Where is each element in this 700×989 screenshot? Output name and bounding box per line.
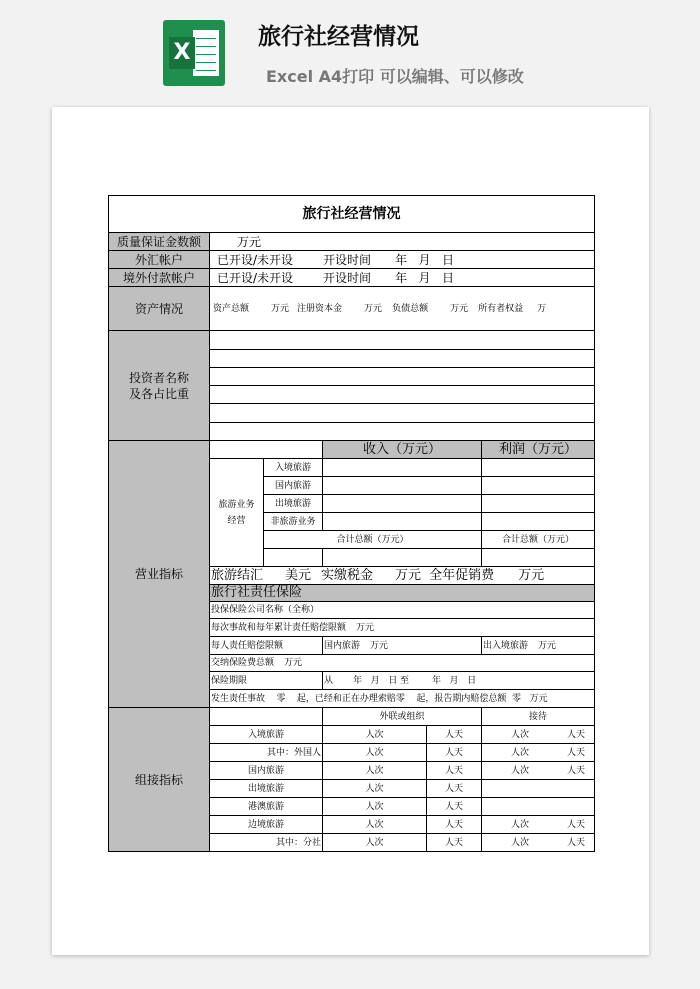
recv-times: 人次: [511, 729, 530, 740]
per-person-inout[interactable]: [482, 637, 595, 655]
recv-times: 人次: [511, 837, 530, 848]
overseas-account-label: 境外付款帐户: [109, 269, 210, 287]
limit-unit: 万元: [356, 622, 375, 633]
liabilities-label: 负债总额: [392, 303, 429, 314]
reception-row-label: 入境旅游: [210, 726, 323, 744]
org-days[interactable]: 人天: [427, 780, 482, 798]
per-person-inout-unit: 万元: [538, 640, 557, 651]
form-title: 旅行社经营情况: [109, 196, 595, 233]
total-income-value-2[interactable]: [323, 549, 482, 567]
reg-capital-unit: 万元: [364, 303, 383, 314]
recv-cell[interactable]: [482, 780, 595, 798]
reception-row-label: 边境旅游: [210, 816, 323, 834]
total-income-label: 合计总额（万元）: [264, 531, 482, 549]
income-header: 收入（万元）: [323, 441, 482, 459]
fx-account-label: 外汇帐户: [109, 251, 210, 269]
total-profit-label: 合计总额（万元）: [482, 531, 595, 549]
investors-label-line2: 及各占比重: [128, 386, 189, 401]
insurance-title: 旅行社责任保险: [210, 585, 595, 602]
fx-account-field[interactable]: [210, 251, 595, 269]
org-days[interactable]: 人天: [427, 798, 482, 816]
org-times[interactable]: 人次: [323, 798, 427, 816]
total-income-value[interactable]: [264, 549, 323, 567]
investor-row[interactable]: [210, 404, 595, 423]
investor-row[interactable]: [210, 386, 595, 404]
investors-label-line1: 投资者名称: [128, 370, 189, 385]
limit-label: 每次事故和每年累计责任赔偿限额: [211, 622, 347, 633]
investor-row[interactable]: [210, 350, 595, 368]
non-tour-profit[interactable]: [482, 513, 595, 531]
inbound-income[interactable]: [323, 459, 482, 477]
org-times[interactable]: 人次: [323, 744, 427, 762]
fx-account-date-label: 开设时间: [323, 252, 372, 267]
assets-field[interactable]: [210, 287, 595, 331]
recv-times: 人次: [511, 819, 530, 830]
equity-unit: 万: [537, 303, 547, 314]
deposit-label: 质量保证金数额: [109, 233, 210, 251]
premium-label: 交纳保险费总额: [211, 658, 275, 668]
recv-times: 人次: [511, 765, 530, 776]
period-label: 保险期限: [210, 672, 323, 690]
recv-cell[interactable]: [482, 744, 595, 762]
per-person-inout-label: 出入境旅游: [483, 640, 529, 651]
org-days[interactable]: 人天: [427, 762, 482, 780]
reception-row-label: 国内旅游: [210, 762, 323, 780]
per-person-domestic-unit: 万元: [370, 640, 389, 651]
non-tour-income[interactable]: [323, 513, 482, 531]
reception-row-label: 出境旅游: [210, 780, 323, 798]
investor-row[interactable]: [210, 331, 595, 350]
reception-row-label: 港澳旅游: [210, 798, 323, 816]
recv-days: 人天: [567, 729, 586, 740]
assets-total-unit: 万元: [271, 303, 290, 314]
inbound-profit[interactable]: [482, 459, 595, 477]
investors-label: [109, 331, 210, 441]
tour-label-line2: 经营: [227, 515, 246, 526]
premium-unit: 万元: [284, 658, 303, 668]
header-title: 旅行社经营情况: [258, 24, 419, 50]
inbound-label: 入境旅游: [264, 459, 323, 477]
recv-cell[interactable]: [482, 816, 595, 834]
reception-row-label: 其中：分社: [210, 834, 323, 852]
page-header: [0, 0, 700, 100]
reception-label: 组接指标: [109, 708, 210, 852]
overseas-account-status: 已开设/未开设: [217, 270, 294, 285]
recv-days: 人天: [567, 765, 586, 776]
recv-days: 人天: [567, 837, 586, 848]
per-person-domestic[interactable]: [323, 637, 482, 655]
org-times[interactable]: 人次: [323, 780, 427, 798]
assets-label: 资产情况: [109, 287, 210, 331]
org-times[interactable]: 人次: [323, 726, 427, 744]
per-person-label: 每人责任赔偿限额: [210, 637, 323, 655]
deposit-field[interactable]: [210, 233, 595, 251]
tour-business-label: [210, 459, 264, 567]
non-tour-label: 非旅游业务: [264, 513, 323, 531]
equity-label: 所有者权益: [478, 303, 524, 314]
promo-unit: 万元: [518, 567, 545, 583]
org-days[interactable]: 人天: [427, 834, 482, 852]
insurer-label: 投保保险公司名称（全称）: [211, 605, 320, 615]
summary-row[interactable]: [210, 567, 595, 585]
recv-cell[interactable]: [482, 762, 595, 780]
blank-cell: [210, 708, 323, 726]
org-times[interactable]: 人次: [323, 834, 427, 852]
recv-cell[interactable]: [482, 834, 595, 852]
total-profit-value[interactable]: [482, 549, 595, 567]
business-label: 营业指标: [109, 441, 210, 708]
outbound-profit[interactable]: [482, 495, 595, 513]
tour-label-line1: 旅游业务: [218, 499, 255, 510]
forex-unit: 美元: [285, 567, 312, 583]
report-table: [108, 195, 595, 852]
overseas-account-field[interactable]: [210, 269, 595, 287]
header-subtitle: Excel A4打印 可以编辑、可以修改: [266, 67, 524, 86]
deposit-unit: 万元: [237, 234, 262, 249]
excel-letter: X: [169, 37, 195, 69]
org-days[interactable]: 人天: [427, 816, 482, 834]
insurer-row[interactable]: [210, 602, 595, 619]
recv-days: 人天: [567, 819, 586, 830]
period-value[interactable]: 从 年 月 日 至 年 月 日: [323, 672, 595, 690]
per-person-domestic-label: 国内旅游: [324, 640, 361, 651]
org-times[interactable]: 人次: [323, 816, 427, 834]
investor-row[interactable]: [210, 423, 595, 441]
recv-cell[interactable]: [482, 726, 595, 744]
tax-unit: 万元: [395, 567, 422, 583]
outbound-label: 出境旅游: [264, 495, 323, 513]
recv-days: 人天: [567, 747, 586, 758]
fx-account-status: 已开设/未开设: [217, 252, 294, 267]
spreadsheet-grid-icon: [193, 30, 219, 76]
liabilities-unit: 万元: [450, 303, 469, 314]
investor-row[interactable]: [210, 368, 595, 386]
tax-label: 实缴税金: [321, 567, 374, 583]
col-org-header: 外联或组织: [323, 708, 482, 726]
accident-row[interactable]: 发生责任事故 零 起，已经和正在办理索赔零 起，报告期内赔偿总额 零 万元: [210, 690, 595, 708]
limit-row[interactable]: [210, 619, 595, 637]
promo-label: 全年促销费: [429, 567, 495, 583]
domestic-income[interactable]: [323, 477, 482, 495]
org-times[interactable]: 人次: [323, 762, 427, 780]
fx-account-date: 年 月 日: [395, 252, 454, 267]
forex-label: 旅游结汇: [211, 567, 264, 583]
overseas-account-date: 年 月 日: [395, 270, 454, 285]
assets-total-label: 资产总额: [213, 303, 250, 314]
reg-capital-label: 注册资本金: [297, 303, 343, 314]
org-days[interactable]: 人天: [427, 726, 482, 744]
recv-cell[interactable]: [482, 798, 595, 816]
profit-header: 利润（万元）: [482, 441, 595, 459]
recv-times: 人次: [511, 747, 530, 758]
domestic-profit[interactable]: [482, 477, 595, 495]
col-recv-header: 接待: [482, 708, 595, 726]
org-days[interactable]: 人天: [427, 744, 482, 762]
overseas-account-date-label: 开设时间: [323, 270, 372, 285]
reception-row-label: 其中：外国人: [210, 744, 323, 762]
excel-icon: [163, 20, 225, 86]
domestic-label: 国内旅游: [264, 477, 323, 495]
blank-cell: [210, 441, 323, 459]
premium-row[interactable]: [210, 655, 595, 672]
report-sheet: [108, 195, 594, 866]
outbound-income[interactable]: [323, 495, 482, 513]
